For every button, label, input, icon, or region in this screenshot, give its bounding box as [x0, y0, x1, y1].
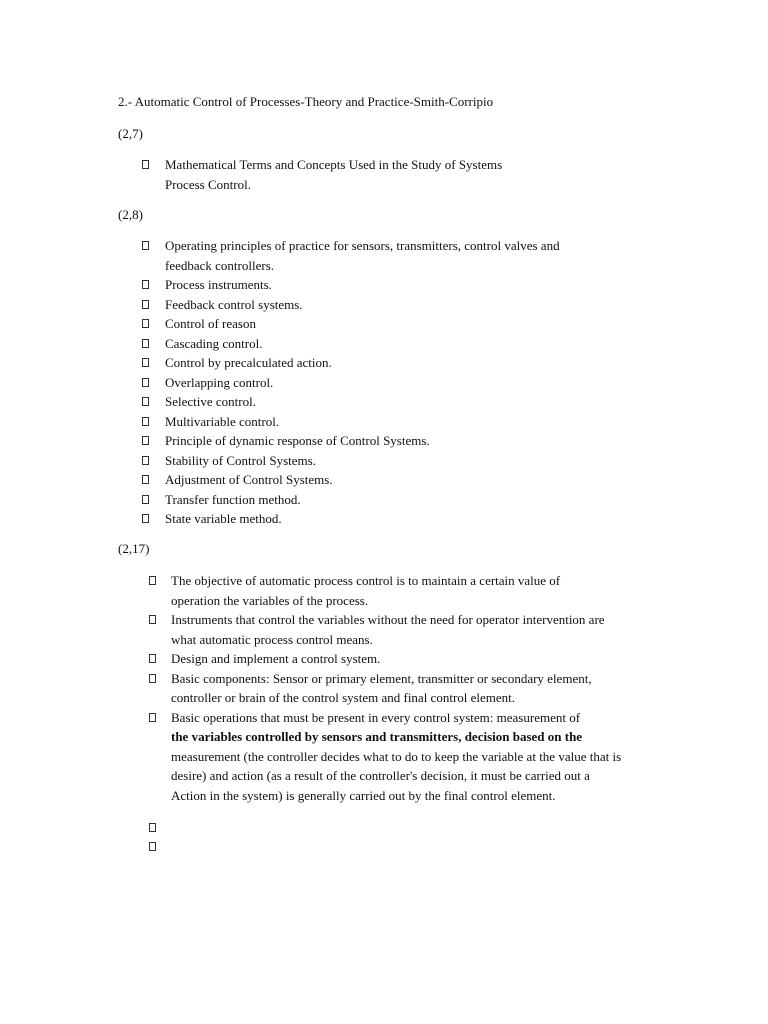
bullet-box-icon — [149, 674, 156, 683]
bullet-box-icon — [149, 576, 156, 585]
list-item: State variable method. — [165, 509, 560, 529]
bullet-box-icon — [142, 339, 149, 348]
list-item: Stability of Control Systems. — [165, 451, 560, 471]
bullet-box-icon — [142, 514, 149, 523]
list-item: Principle of dynamic response of Control Systems. — [165, 431, 560, 451]
bullet-box-icon — [142, 160, 149, 169]
list-item: Operating principles of practice for sensors, transmitters, control valves and feedback controllers. — [165, 236, 560, 275]
bullet-box-icon — [142, 475, 149, 484]
empty-bullet-box-icon — [149, 842, 156, 851]
list-2-7 — [165, 155, 502, 194]
list-item: Transfer function method. — [165, 490, 560, 510]
empty-bullet-box-icon — [149, 823, 156, 832]
bullet-box-icon — [142, 417, 149, 426]
document-heading: 2.- Automatic Control of Processes-Theory and Practice-Smith-Corripio — [118, 94, 494, 109]
list-item: Selective control. — [165, 392, 560, 412]
list-item: Overlapping control. — [165, 373, 560, 393]
list-2-8 — [165, 236, 560, 529]
bullet-box-icon — [142, 280, 149, 289]
list-item: Adjustment of Control Systems. — [165, 470, 560, 490]
list-item: Process instruments. — [165, 275, 560, 295]
list-item: Mathematical Terms and Concepts Used in the Study of Systems Process Control. — [165, 155, 502, 194]
bullet-box-icon — [142, 378, 149, 387]
list-item: Basic operations that must be present in every control system: measurement of the variables controlled by sensors and transmitters, decision based on the measurement (the controller decides what to do to keep the variable at the value that is desire) and action (as a result of the controller's decision, it must be carried out a Action in the system) is generally carried out by the final control element. — [171, 708, 621, 806]
bullet-box-icon — [142, 300, 149, 309]
bullet-box-icon — [149, 713, 156, 722]
section-ref-2-7: (2,7) — [118, 126, 143, 141]
bullet-box-icon — [142, 495, 149, 504]
list-item: Cascading control. — [165, 334, 560, 354]
bullet-box-icon — [142, 319, 149, 328]
bullet-box-icon — [142, 456, 149, 465]
section-ref-2-17: (2,17) — [118, 541, 150, 556]
section-ref-2-8: (2,8) — [118, 207, 143, 222]
list-item: Control of reason — [165, 314, 560, 334]
list-item: Design and implement a control system. — [171, 649, 621, 669]
bullet-box-icon — [142, 436, 149, 445]
list-item: Basic components: Sensor or primary element, transmitter or secondary element, controller or brain of the control system and final control element. — [171, 669, 621, 708]
bullet-box-icon — [142, 358, 149, 367]
bullet-box-icon — [142, 241, 149, 250]
bullet-box-icon — [149, 654, 156, 663]
list-2-17 — [171, 571, 621, 805]
list-item: Instruments that control the variables without the need for operator intervention are what automatic process control means. — [171, 610, 621, 649]
list-item: Multivariable control. — [165, 412, 560, 432]
list-item: The objective of automatic process control is to maintain a certain value of operation the variables of the process. — [171, 571, 621, 610]
bullet-box-icon — [142, 397, 149, 406]
bullet-box-icon — [149, 615, 156, 624]
list-item: Control by precalculated action. — [165, 353, 560, 373]
list-item: Feedback control systems. — [165, 295, 560, 315]
